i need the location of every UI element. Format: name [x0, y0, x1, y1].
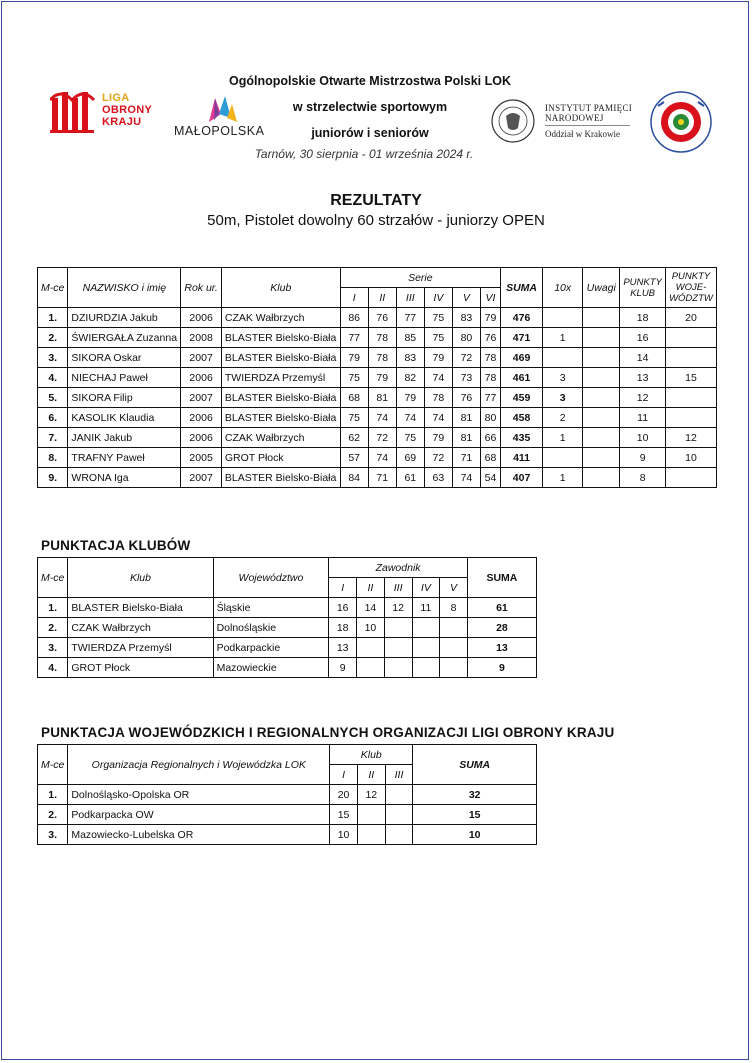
clubs-row — [38, 638, 537, 658]
club-2-cell — [357, 805, 385, 825]
series-4-cell: 63 — [424, 468, 452, 488]
year-cell: 2007 — [181, 348, 222, 368]
competitor-5-cell: 8 — [440, 598, 468, 618]
header-club-points-line2: KLUB — [630, 287, 656, 299]
club-points-cell: 18 — [620, 308, 666, 328]
club-cell: GROT Płock — [221, 448, 340, 468]
club-cell: TWIERDZA Przemyśl — [221, 368, 340, 388]
tens-cell: 3 — [543, 388, 583, 408]
club-cell: BLASTER Bielsko-Biała — [221, 388, 340, 408]
competitor-4-cell — [412, 638, 440, 658]
header-series-4: IV — [424, 288, 452, 308]
woj-points-cell — [665, 348, 716, 368]
sum-cell: 407 — [501, 468, 543, 488]
name-cell: NIECHAJ Paweł — [68, 368, 181, 388]
competitor-1-cell: 18 — [329, 618, 357, 638]
clubs-title: PUNKTACJA KLUBÓW — [41, 538, 191, 553]
orgs-table — [37, 744, 537, 845]
event-title-line3: juniorów i seniorów — [311, 126, 429, 140]
competitor-4-cell — [412, 658, 440, 678]
competitor-2-cell: 10 — [357, 618, 385, 638]
header-series-5: V — [452, 288, 480, 308]
orgs-title: PUNKTACJA WOJEWÓDZKICH I REGIONALNYCH ORGANIZACJI LIGI OBRONY KRAJU — [41, 725, 615, 740]
club-2-cell — [357, 825, 385, 845]
header-series-6: VI — [480, 288, 500, 308]
lok-emblem-icon — [50, 88, 96, 134]
clubs-header-col-5: V — [440, 578, 468, 598]
sum-cell: 471 — [501, 328, 543, 348]
results-row — [38, 388, 717, 408]
series-5-cell: 72 — [452, 348, 480, 368]
ipn-divider — [545, 125, 630, 126]
notes-cell — [583, 408, 620, 428]
series-1-cell: 57 — [340, 448, 368, 468]
document-header — [0, 60, 752, 170]
series-6-cell: 68 — [480, 448, 500, 468]
club-points-cell: 9 — [620, 448, 666, 468]
club-cell: BLASTER Bielsko-Biała — [68, 598, 213, 618]
series-2-cell: 74 — [368, 408, 396, 428]
woj-points-cell: 15 — [665, 368, 716, 388]
competitor-3-cell: 12 — [384, 598, 412, 618]
header-woj-points-line2: WOJE- — [675, 282, 707, 293]
clubs-header-competitor: Zawodnik — [329, 558, 468, 578]
clubs-row — [38, 658, 537, 678]
year-cell: 2005 — [181, 448, 222, 468]
name-cell: TRAFNY Paweł — [68, 448, 181, 468]
orgs-header-col-1: I — [330, 765, 358, 785]
tens-cell — [543, 348, 583, 368]
series-6-cell: 78 — [480, 348, 500, 368]
place-cell: 3. — [38, 825, 68, 845]
name-cell: ŚWIERGAŁA Zuzanna — [68, 328, 181, 348]
place-cell: 4. — [38, 368, 68, 388]
competitor-5-cell — [440, 638, 468, 658]
tens-cell — [543, 448, 583, 468]
event-title-line2: w strzelectwie sportowym — [292, 100, 448, 114]
notes-cell — [583, 468, 620, 488]
competitor-5-cell — [440, 618, 468, 638]
year-cell: 2007 — [181, 468, 222, 488]
club-points-cell: 11 — [620, 408, 666, 428]
orgs-row — [38, 785, 537, 805]
series-2-cell: 71 — [368, 468, 396, 488]
sum-cell: 435 — [501, 428, 543, 448]
club-cell: TWIERDZA Przemyśl — [68, 638, 213, 658]
place-cell: 8. — [38, 448, 68, 468]
region-cell: Podkarpackie — [213, 638, 329, 658]
place-cell: 2. — [38, 805, 68, 825]
series-4-cell: 79 — [424, 428, 452, 448]
sum-cell: 9 — [467, 658, 536, 678]
series-5-cell: 83 — [452, 308, 480, 328]
year-cell: 2007 — [181, 388, 222, 408]
competitor-1-cell: 16 — [329, 598, 357, 618]
clubs-header-col-2: II — [357, 578, 385, 598]
event-date: Tarnów, 30 sierpnia - 01 września 2024 r. — [254, 147, 474, 161]
club-cell: BLASTER Bielsko-Biała — [221, 328, 340, 348]
sum-cell: 458 — [501, 408, 543, 428]
series-5-cell: 71 — [452, 448, 480, 468]
woj-points-cell: 20 — [665, 308, 716, 328]
series-4-cell: 72 — [424, 448, 452, 468]
name-cell: JANIK Jakub — [68, 428, 181, 448]
clubs-header-region: Województwo — [213, 558, 329, 598]
header-club: Klub — [221, 268, 340, 308]
notes-cell — [583, 328, 620, 348]
series-2-cell: 74 — [368, 448, 396, 468]
header-woj-points-line3: WÓDZTW — [669, 293, 713, 304]
header-series-1: I — [340, 288, 368, 308]
competitor-2-cell — [357, 658, 385, 678]
club-cell: CZAK Wałbrzych — [221, 428, 340, 448]
ipn-seal-icon — [490, 98, 536, 144]
name-cell: WRONA Iga — [68, 468, 181, 488]
org-cell: Dolnośląsko-Opolska OR — [68, 785, 330, 805]
orgs-row — [38, 805, 537, 825]
tks-target-icon — [644, 90, 718, 154]
competitor-3-cell — [384, 658, 412, 678]
clubs-header-col-1: I — [329, 578, 357, 598]
header-series: Serie — [340, 268, 500, 288]
series-3-cell: 79 — [396, 388, 424, 408]
series-1-cell: 62 — [340, 428, 368, 448]
ipn-line1: INSTYTUT PAMIĘCI — [545, 103, 633, 113]
woj-points-cell — [665, 468, 716, 488]
event-title-line1: Ogólnopolskie Otwarte Mistrzostwa Polski LOK — [229, 74, 511, 88]
club-cell: BLASTER Bielsko-Biała — [221, 408, 340, 428]
orgs-header-place: M-ce — [38, 745, 68, 785]
sum-cell: 32 — [413, 785, 537, 805]
results-row — [38, 328, 717, 348]
header-place: M-ce — [38, 268, 68, 308]
series-2-cell: 76 — [368, 308, 396, 328]
results-subtitle: 50m, Pistolet dowolny 60 strzałów - juniorzy OPEN — [207, 212, 545, 229]
notes-cell — [583, 348, 620, 368]
series-2-cell: 81 — [368, 388, 396, 408]
competitor-1-cell: 9 — [329, 658, 357, 678]
sum-cell: 476 — [501, 308, 543, 328]
year-cell: 2006 — [181, 308, 222, 328]
series-6-cell: 77 — [480, 388, 500, 408]
notes-cell — [583, 388, 620, 408]
notes-cell — [583, 428, 620, 448]
club-points-cell: 13 — [620, 368, 666, 388]
series-5-cell: 81 — [452, 428, 480, 448]
sum-cell: 411 — [501, 448, 543, 468]
org-cell: Podkarpacka OW — [68, 805, 330, 825]
series-1-cell: 86 — [340, 308, 368, 328]
malopolska-text: MAŁOPOLSKA — [174, 124, 265, 138]
club-cell: CZAK Wałbrzych — [221, 308, 340, 328]
name-cell: SIKORA Oskar — [68, 348, 181, 368]
competitor-2-cell: 14 — [357, 598, 385, 618]
orgs-header-org: Organizacja Regionalnych i Wojewódzka LOK — [68, 745, 330, 785]
ipn-logo — [490, 98, 640, 146]
clubs-header-sum: SUMA — [467, 558, 536, 598]
club-points-cell: 14 — [620, 348, 666, 368]
place-cell: 4. — [38, 658, 68, 678]
name-cell: DZIURDZIA Jakub — [68, 308, 181, 328]
name-cell: SIKORA Filip — [68, 388, 181, 408]
place-cell: 1. — [38, 598, 68, 618]
header-tens: 10x — [543, 268, 583, 308]
header-name: NAZWISKO i imię — [68, 268, 181, 308]
club-1-cell: 15 — [330, 805, 358, 825]
series-6-cell: 76 — [480, 328, 500, 348]
place-cell: 9. — [38, 468, 68, 488]
club-1-cell: 10 — [330, 825, 358, 845]
results-row — [38, 408, 717, 428]
org-cell: Mazowiecko-Lubelska OR — [68, 825, 330, 845]
header-series-3: III — [396, 288, 424, 308]
place-cell: 7. — [38, 428, 68, 448]
ipn-line2: NARODOWEJ — [545, 113, 604, 123]
club-3-cell — [385, 805, 413, 825]
series-2-cell: 79 — [368, 368, 396, 388]
clubs-table — [37, 557, 537, 678]
series-4-cell: 75 — [424, 328, 452, 348]
header-notes: Uwagi — [583, 268, 620, 308]
lok-logo-line2: OBRONY — [102, 104, 153, 116]
club-3-cell — [385, 825, 413, 845]
series-4-cell: 74 — [424, 368, 452, 388]
series-1-cell: 77 — [340, 328, 368, 348]
series-1-cell: 68 — [340, 388, 368, 408]
region-cell: Mazowieckie — [213, 658, 329, 678]
place-cell: 6. — [38, 408, 68, 428]
series-3-cell: 74 — [396, 408, 424, 428]
results-row — [38, 428, 717, 448]
tens-cell: 1 — [543, 428, 583, 448]
club-cell: CZAK Wałbrzych — [68, 618, 213, 638]
series-3-cell: 75 — [396, 428, 424, 448]
tens-cell: 3 — [543, 368, 583, 388]
club-3-cell — [385, 785, 413, 805]
place-cell: 2. — [38, 618, 68, 638]
series-1-cell: 75 — [340, 408, 368, 428]
series-3-cell: 85 — [396, 328, 424, 348]
club-1-cell: 20 — [330, 785, 358, 805]
series-6-cell: 66 — [480, 428, 500, 448]
competitor-5-cell — [440, 658, 468, 678]
competitor-3-cell — [384, 618, 412, 638]
notes-cell — [583, 308, 620, 328]
series-2-cell: 78 — [368, 328, 396, 348]
orgs-row — [38, 825, 537, 845]
series-1-cell: 84 — [340, 468, 368, 488]
header-club-points — [620, 268, 666, 308]
series-3-cell: 77 — [396, 308, 424, 328]
series-3-cell: 61 — [396, 468, 424, 488]
header-sum: SUMA — [501, 268, 543, 308]
series-5-cell: 73 — [452, 368, 480, 388]
woj-points-cell: 10 — [665, 448, 716, 468]
header-year: Rok ur. — [181, 268, 222, 308]
name-cell: KASOLIK Klaudia — [68, 408, 181, 428]
series-6-cell: 54 — [480, 468, 500, 488]
series-4-cell: 78 — [424, 388, 452, 408]
series-6-cell: 80 — [480, 408, 500, 428]
results-row — [38, 448, 717, 468]
woj-points-cell — [665, 328, 716, 348]
club-2-cell: 12 — [357, 785, 385, 805]
series-3-cell: 83 — [396, 348, 424, 368]
competitor-4-cell: 11 — [412, 598, 440, 618]
competitor-4-cell — [412, 618, 440, 638]
series-4-cell: 75 — [424, 308, 452, 328]
series-2-cell: 72 — [368, 428, 396, 448]
lok-logo — [50, 88, 153, 134]
competitor-2-cell — [357, 638, 385, 658]
place-cell: 5. — [38, 388, 68, 408]
header-woj-points — [665, 268, 716, 308]
series-2-cell: 78 — [368, 348, 396, 368]
sum-cell: 461 — [501, 368, 543, 388]
series-5-cell: 74 — [452, 468, 480, 488]
series-1-cell: 75 — [340, 368, 368, 388]
tens-cell: 2 — [543, 408, 583, 428]
tens-cell: 1 — [543, 468, 583, 488]
tens-cell — [543, 308, 583, 328]
woj-points-cell — [665, 408, 716, 428]
series-3-cell: 82 — [396, 368, 424, 388]
header-woj-points-line1: PUNKTY — [671, 271, 711, 282]
series-4-cell: 74 — [424, 408, 452, 428]
orgs-header-col-2: II — [357, 765, 385, 785]
series-6-cell: 78 — [480, 368, 500, 388]
results-title: REZULTATY — [330, 192, 422, 209]
lok-logo-line1: LIGA — [102, 92, 130, 104]
woj-points-cell: 12 — [665, 428, 716, 448]
clubs-header-col-3: III — [384, 578, 412, 598]
series-5-cell: 81 — [452, 408, 480, 428]
woj-points-cell — [665, 388, 716, 408]
lok-logo-line3: KRAJU — [102, 116, 142, 128]
club-points-cell: 8 — [620, 468, 666, 488]
year-cell: 2006 — [181, 428, 222, 448]
place-cell: 1. — [38, 785, 68, 805]
series-1-cell: 79 — [340, 348, 368, 368]
notes-cell — [583, 368, 620, 388]
club-points-cell: 12 — [620, 388, 666, 408]
series-5-cell: 80 — [452, 328, 480, 348]
year-cell: 2006 — [181, 408, 222, 428]
sum-cell: 15 — [413, 805, 537, 825]
sum-cell: 10 — [413, 825, 537, 845]
series-5-cell: 76 — [452, 388, 480, 408]
competitor-1-cell: 13 — [329, 638, 357, 658]
notes-cell — [583, 448, 620, 468]
region-cell: Dolnośląskie — [213, 618, 329, 638]
clubs-header-place: M-ce — [38, 558, 68, 598]
orgs-header-sum: SUMA — [413, 745, 537, 785]
sum-cell: 28 — [467, 618, 536, 638]
orgs-header-club: Klub — [330, 745, 413, 765]
results-row — [38, 468, 717, 488]
clubs-row — [38, 618, 537, 638]
club-cell: BLASTER Bielsko-Biała — [221, 468, 340, 488]
sum-cell: 61 — [467, 598, 536, 618]
orgs-header-col-3: III — [385, 765, 413, 785]
club-cell: BLASTER Bielsko-Biała — [221, 348, 340, 368]
results-row — [38, 368, 717, 388]
club-points-cell: 10 — [620, 428, 666, 448]
ipn-line3: Oddział w Krakowie — [545, 129, 620, 139]
results-table — [37, 267, 717, 488]
series-6-cell: 79 — [480, 308, 500, 328]
header-series-2: II — [368, 288, 396, 308]
club-cell: GROT Płock — [68, 658, 213, 678]
place-cell: 1. — [38, 308, 68, 328]
sum-cell: 13 — [467, 638, 536, 658]
results-row — [38, 308, 717, 328]
competitor-3-cell — [384, 638, 412, 658]
region-cell: Śląskie — [213, 598, 329, 618]
club-points-cell: 16 — [620, 328, 666, 348]
place-cell: 2. — [38, 328, 68, 348]
event-title — [210, 68, 530, 162]
header-club-points-line1: PUNKTY — [623, 276, 662, 288]
clubs-header-col-4: IV — [412, 578, 440, 598]
series-4-cell: 79 — [424, 348, 452, 368]
place-cell: 3. — [38, 638, 68, 658]
year-cell: 2008 — [181, 328, 222, 348]
results-row — [38, 348, 717, 368]
tks-lok-logo — [644, 90, 718, 154]
tens-cell: 1 — [543, 328, 583, 348]
clubs-header-club: Klub — [68, 558, 213, 598]
series-3-cell: 69 — [396, 448, 424, 468]
sum-cell: 469 — [501, 348, 543, 368]
place-cell: 3. — [38, 348, 68, 368]
year-cell: 2006 — [181, 368, 222, 388]
sum-cell: 459 — [501, 388, 543, 408]
clubs-row — [38, 598, 537, 618]
